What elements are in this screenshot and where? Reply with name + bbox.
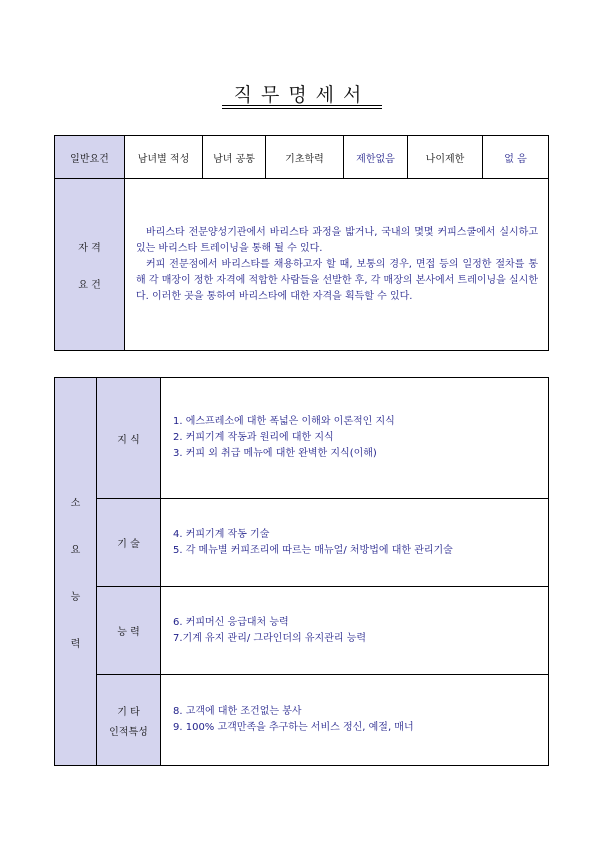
other-label-line2: 인적특성 xyxy=(109,726,148,738)
cell-gender-aptitude: 남녀별 적성 xyxy=(125,136,203,179)
group-label-char-1: 소 xyxy=(70,497,81,509)
qualification-paragraph-1: 바리스타 전문양성기관에서 바리스타 과정을 밟거나, 국내의 몇몇 커피스쿨에서 실시하고 있는 바리스타 트레이닝을 통해 될 수 있다. xyxy=(136,226,538,254)
other-items xyxy=(161,675,549,766)
qualification-label xyxy=(55,179,125,351)
list-item: 7.기계 유지 관리/ 그라인더의 유지관리 능력 xyxy=(173,632,367,644)
list-item: 5. 각 메뉴별 커피조리에 따르는 매뉴얼/ 처방법에 대한 관리기술 xyxy=(173,544,453,556)
cell-none: 없 음 xyxy=(483,136,549,179)
cell-gender-common: 남녀 공통 xyxy=(203,136,266,179)
group-label-char-3: 능 xyxy=(70,591,81,603)
ability-items xyxy=(161,587,549,675)
qualification-label-line1: 자 격 xyxy=(78,242,101,254)
other-label-line1: 기 타 xyxy=(117,706,140,718)
required-abilities-table xyxy=(54,377,549,766)
qualification-label-line2: 요 건 xyxy=(78,279,101,291)
list-item: 6. 커피머신 응급대처 능력 xyxy=(173,616,289,628)
general-requirements-table xyxy=(54,135,549,351)
ability-label: 능 력 xyxy=(97,587,161,675)
list-item: 1. 에스프레소에 대한 폭넓은 이해와 이론적인 지식 xyxy=(173,416,395,427)
group-label-char-2: 요 xyxy=(70,544,81,556)
abilities-group-label xyxy=(55,378,97,766)
list-item: 3. 커피 외 취급 메뉴에 대한 완벽한 지식(이해) xyxy=(173,448,377,459)
qualification-paragraph-2: 커피 전문점에서 바리스타를 채용하고자 할 때, 보통의 경우, 면접 등의 일정한 절차를 통해 각 매장이 정한 자격에 적합한 사람들을 선발한 후, 각 매장의 본사에서 트레이닝을 실시한다. 이러한 곳을 통하여 바리스타에 대한 자격을 획득할 수 있다. xyxy=(136,258,538,302)
knowledge-items xyxy=(161,378,549,499)
other-label xyxy=(97,675,161,766)
cell-no-restriction: 제한없음 xyxy=(344,136,408,179)
skill-items xyxy=(161,499,549,587)
knowledge-label: 지 식 xyxy=(97,378,161,499)
page-title: 직무명세서 xyxy=(233,84,371,106)
list-item: 2. 커피기계 작동과 원리에 대한 지식 xyxy=(173,432,334,443)
qualification-text xyxy=(125,179,549,351)
general-header: 일반요건 xyxy=(55,136,125,179)
group-label-char-4: 력 xyxy=(70,638,81,650)
cell-education: 기초학력 xyxy=(266,136,344,179)
cell-age-limit: 나이제한 xyxy=(408,136,483,179)
list-item: 4. 커피기계 작동 기술 xyxy=(173,528,270,540)
title-underline-2 xyxy=(222,108,382,109)
list-item: 9. 100% 고객만족을 추구하는 서비스 정신, 예절, 매너 xyxy=(173,722,414,733)
skill-label: 기 술 xyxy=(97,499,161,587)
title-underline xyxy=(222,105,382,106)
list-item: 8. 고객에 대한 조건없는 봉사 xyxy=(173,706,302,717)
